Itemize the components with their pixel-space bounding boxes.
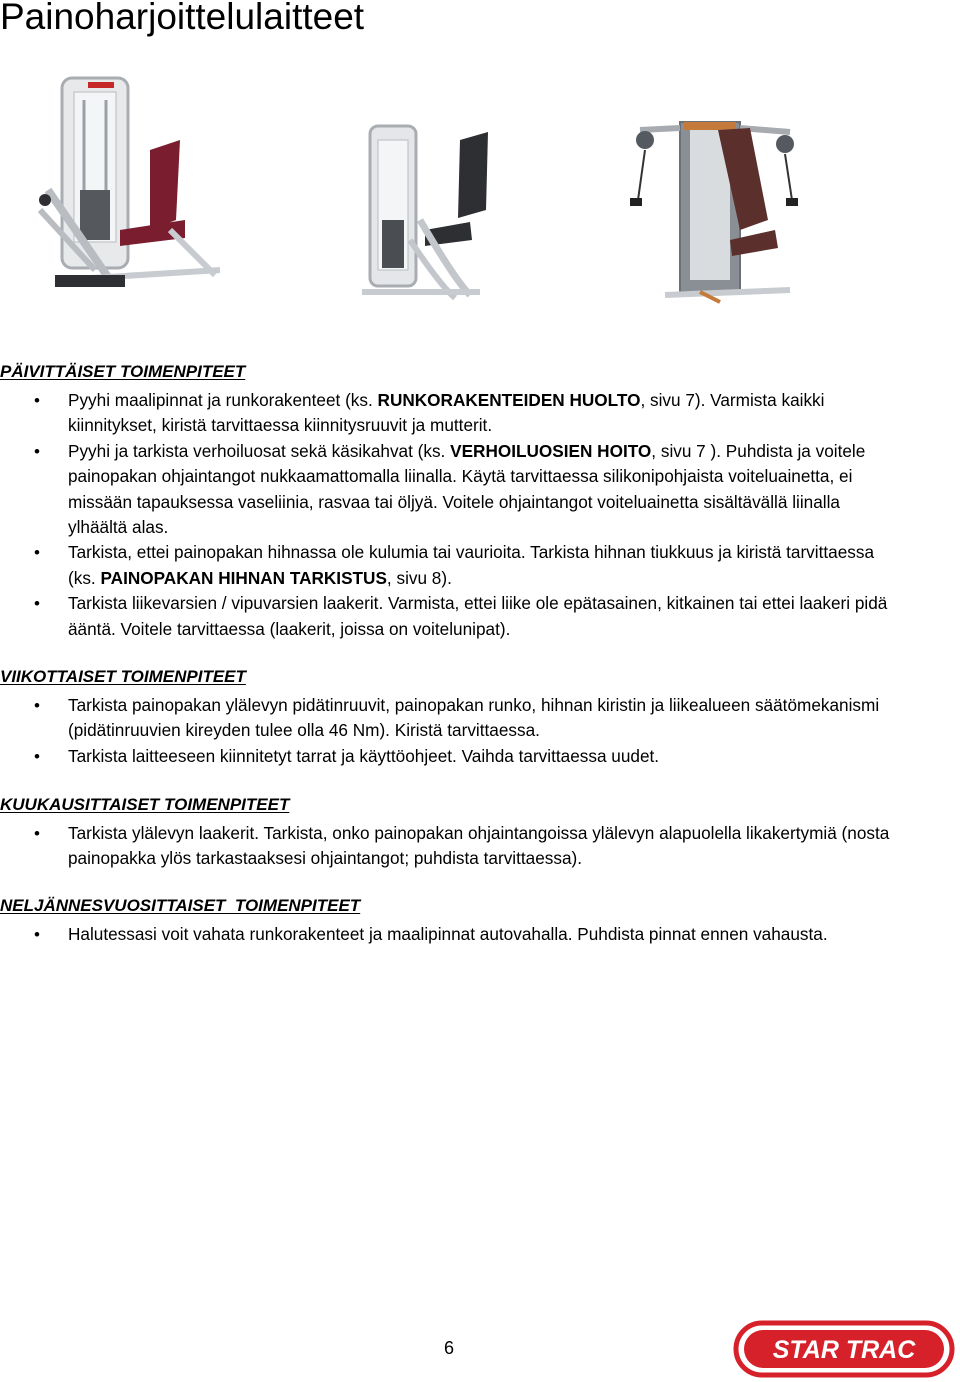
item-text: Tarkista liikevarsien / vipuvarsien laakerit. Varmista, ettei liike ole epätasainen, kitkainen tai ettei laakeri pidä ääntä. Voitele tarvittaessa (laakerit, joissa on voitelunipat). xyxy=(68,593,888,639)
reference-text: RUNKORAKENTEIDEN HUOLTO xyxy=(377,390,641,410)
bullet-icon: • xyxy=(34,925,40,944)
machine-2-image xyxy=(362,126,488,298)
machine-photos xyxy=(0,70,960,320)
page-title: Painoharjoittelulaitteet xyxy=(0,0,365,37)
monthly-task-list xyxy=(0,821,900,872)
bullet-icon: • xyxy=(34,746,40,766)
bullet-icon: • xyxy=(34,696,40,715)
bullet-icon: • xyxy=(34,391,40,410)
list-item xyxy=(0,388,900,439)
star-trac-logo xyxy=(733,1320,955,1378)
list-item xyxy=(0,439,900,541)
item-text: Tarkista, ettei painopakan hihnassa ole kulumia tai vaurioita. Tarkista hihnan tiukkuus ja kiristä tarvittaessa (ks. xyxy=(68,542,875,588)
item-text: , sivu 7 ). Puhdista ja voitele painopakan ohjaintangot nukkaamattomalla liinalla. Käytä tarvittaessa silikonipohjaista voiteluainetta, ei missään tapauksessa vaseliinia, rasvaa tai öljyä. Voitele ohjaintangot voiteluainetta sisältävällä liinalla ylhäältä alas. xyxy=(68,440,866,538)
item-text: Tarkista painopakan ylälevyn pidätinruuvit, painopakan runko, hihnan kiristin ja liikealueen säätömekanismi (pidätinruuvien kireyden tulee olla 46 Nm). Kiristä tarvittaessa. xyxy=(68,695,880,741)
page-number: 6 xyxy=(444,1338,455,1358)
reference-text: PAINOPAKAN HIHNAN TARKISTUS xyxy=(100,567,387,588)
item-text: Tarkista laitteeseen kiinnitetyt tarrat ja käyttöohjeet. Vaihda tarvittaessa uudet. xyxy=(68,745,660,766)
bullet-icon: • xyxy=(34,824,40,843)
item-text: , sivu 8). xyxy=(386,567,452,588)
logo-text: STAR TRAC xyxy=(772,1336,916,1364)
daily-task-list xyxy=(0,388,900,642)
machine-1-image xyxy=(39,78,220,287)
bullet-icon: • xyxy=(34,594,40,614)
bullet-icon: • xyxy=(34,543,40,563)
section-heading-monthly: KUUKAUSITTAISET TOIMENPITEET xyxy=(0,795,290,814)
list-item xyxy=(0,591,900,642)
section-heading-quarterly: NELJÄNNESVUOSITTAISET TOIMENPITEET xyxy=(0,896,361,915)
weekly-task-list xyxy=(0,693,900,769)
reference-text: VERHOILUOSIEN HOITO xyxy=(450,440,652,461)
bullet-icon: • xyxy=(34,441,40,461)
machine-3-image xyxy=(630,122,798,302)
section-heading-weekly: VIIKOTTAISET TOIMENPITEET xyxy=(0,667,246,686)
list-item xyxy=(0,744,900,769)
item-text: Halutessasi voit vahata runkorakenteet ja maalipinnat autovahalla. Puhdista pinnat ennen vahausta. xyxy=(68,924,828,944)
item-text: Pyyhi ja tarkista verhoiluosat sekä käsikahvat (ks. xyxy=(68,440,451,461)
item-text: Pyyhi maalipinnat ja runkorakenteet (ks. xyxy=(68,390,378,410)
item-text: Tarkista ylälevyn laakerit. Tarkista, onko painopakan ohjaintangoissa ylälevyn alapuolella likakertymiä (nosta painopakka ylös tarkastaaksesi ohjaintangot; puhdista tarvittaessa). xyxy=(68,823,890,869)
list-item xyxy=(0,922,900,947)
list-item xyxy=(0,821,900,872)
list-item xyxy=(0,693,900,744)
section-heading-daily: PÄIVITTÄISET TOIMENPITEET xyxy=(0,362,246,381)
item-text: , sivu 7). Varmista kaikki kiinnitykset, kiristä tarvittaessa kiinnitysruuvit ja mutterit. xyxy=(68,390,825,436)
quarterly-task-list xyxy=(0,922,900,947)
list-item xyxy=(0,540,900,591)
